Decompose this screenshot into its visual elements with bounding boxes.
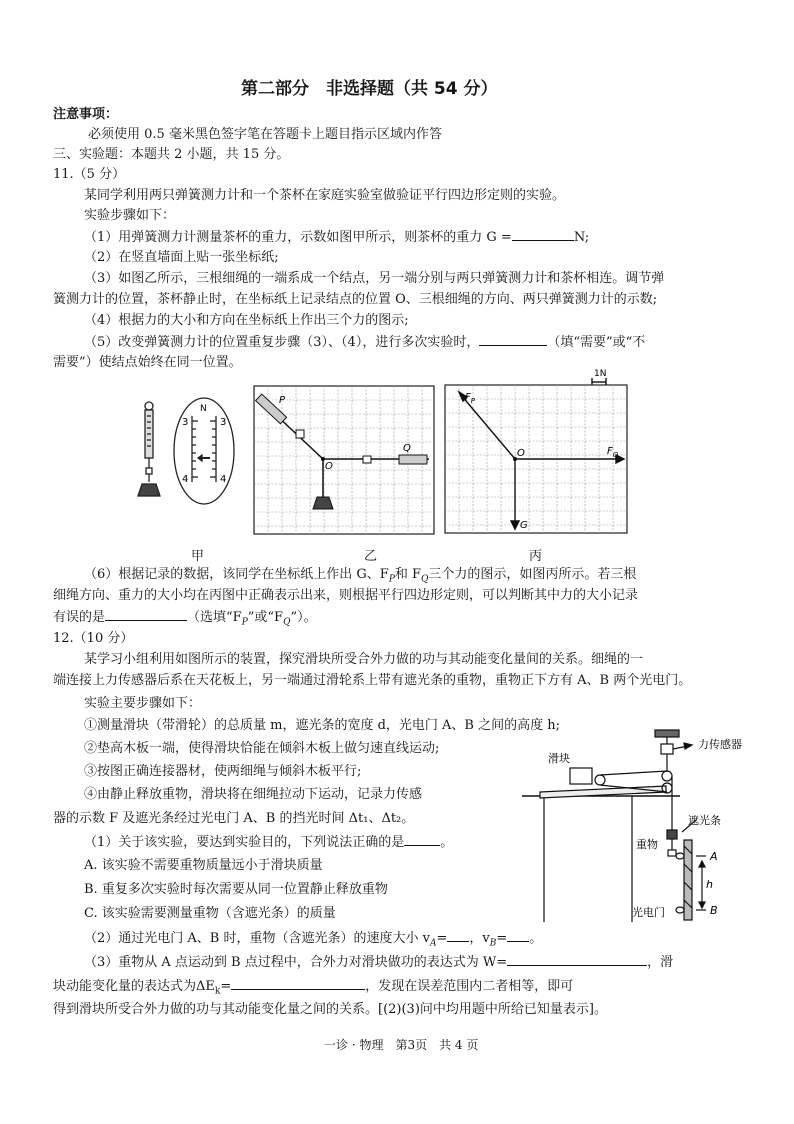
label-q: Q bbox=[403, 443, 411, 454]
q11-step1: （1）用弹簧测力计测量茶杯的重力，示数如图甲所示，则茶杯的重力 G = N; bbox=[84, 230, 590, 245]
label-sensor: 力传感器 bbox=[698, 738, 742, 751]
q12-step4-line2: 器的示数 F 及遮光条经过光电门 A、B 的挡光时间 Δt₁、Δt₂。 bbox=[53, 811, 415, 826]
label-fp: $F_P$ bbox=[465, 392, 475, 405]
label-a: A bbox=[710, 850, 718, 863]
scale-n-label: N bbox=[200, 404, 207, 414]
notice-heading: 注意事项： bbox=[53, 107, 119, 122]
scale-3-right: 3 bbox=[220, 417, 227, 428]
q12-question3-line3: 得到滑块所受合外力做的功与其动能变化量之间的关系。[(2)(3)问中均用题中所给已知量表示]。 bbox=[53, 1002, 607, 1017]
q12-option-c: C. 该实验需要测量重物（含遮光条）的质量 bbox=[84, 906, 336, 921]
label-block: 滑块 bbox=[548, 752, 570, 765]
answer-blank bbox=[404, 833, 440, 846]
q12-step4-line1: ④由静止释放重物，滑块将在细绳拉动下运动，记录力传感 bbox=[84, 787, 423, 802]
answer-blank bbox=[231, 977, 365, 990]
scale-1n: 1N bbox=[594, 369, 607, 379]
notice-text: 必须使用 0.5 毫米黑色签字笔在答题卡上题目指示区域内作答 bbox=[88, 127, 442, 142]
figure-apparatus bbox=[520, 728, 782, 926]
scale-4-left: 4 bbox=[182, 474, 189, 485]
answer-blank bbox=[479, 333, 547, 346]
page-footer: 一诊 · 物理 第3页 共 4 页 bbox=[324, 1038, 479, 1052]
q11-intro: 某同学利用两只弹簧测力计和一个茶杯在家庭实验室做验证平行四边形定则的实验。 bbox=[84, 188, 566, 203]
q11-steps-heading: 实验步骤如下： bbox=[84, 208, 176, 223]
q12-question2: （2）通过光电门 A、B 时，重物（含遮光条）的速度大小 $v_A=$ ，$v_B=$ 。 bbox=[84, 931, 543, 949]
q12-intro-line1: 某学习小组利用如图所示的装置，探究滑块所受合外力做的功与其动能变化量间的关系。细绳的一 bbox=[84, 652, 644, 667]
section-heading: 三、实验题：本题共 2 小题，共 15 分。 bbox=[53, 147, 290, 162]
label-weight: 重物 bbox=[636, 838, 658, 851]
label-g: G bbox=[520, 520, 528, 531]
q11-step5-line2: 需要”）使结点始终在同一位置。 bbox=[53, 355, 242, 370]
q11-step4: （4）根据力的大小和方向在坐标纸上作出三个力的图示; bbox=[84, 313, 409, 328]
caption-jia: 甲 bbox=[191, 549, 205, 564]
figure-yi bbox=[253, 385, 435, 535]
answer-blank bbox=[447, 929, 469, 942]
label-o: O bbox=[517, 448, 525, 459]
label-fq: $F_Q$ bbox=[607, 446, 619, 459]
answer-blank bbox=[512, 228, 574, 241]
q12-option-a: A. 该实验不需要重物质量远小于滑块质量 bbox=[84, 858, 323, 873]
answer-blank bbox=[507, 953, 647, 966]
label-gate: 光电门 bbox=[632, 906, 665, 919]
section-title: 第二部分 非选择题（共 54 分） bbox=[241, 79, 498, 99]
q12-option-b: B. 重复多次实验时每次需要从同一位置静止释放重物 bbox=[84, 882, 388, 897]
q12-question1: （1）关于该实验，要达到实验目的，下列说法正确的是 。 bbox=[84, 835, 454, 850]
answer-blank bbox=[507, 929, 529, 942]
q12-steps-heading: 实验主要步骤如下： bbox=[84, 696, 202, 711]
q11-step6-line3: 有误的是 （选填“$F_P$”或“$F_Q$”）。 bbox=[53, 610, 317, 628]
q11-step5-line1: （5）改变弹簧测力计的位置重复步骤（3）、（4），进行多次实验时， （填“需要”或“不 bbox=[84, 335, 646, 350]
q11-number: 11.（5 分） bbox=[53, 167, 126, 182]
answer-blank bbox=[105, 608, 187, 621]
label-b: B bbox=[710, 904, 718, 917]
q11-step2: （2）在竖直墙面上贴一张坐标纸; bbox=[84, 250, 279, 265]
figure-bing bbox=[444, 368, 636, 535]
q11-step3-line2: 簧测力计的位置，茶杯静止时，在坐标纸上记录结点的位置 O、三根细绳的方向、两只弹簧测力计的示数; bbox=[53, 292, 658, 307]
q11-step6-line2: 细绳方向、重力的大小均在丙图中正确表示出来，则根据平行四边形定则，可以判断其中力的大小记录 bbox=[53, 588, 639, 603]
q12-number: 12.（10 分） bbox=[53, 631, 134, 646]
label-h: h bbox=[706, 878, 713, 891]
label-o: O bbox=[325, 461, 333, 472]
q12-step1: ①测量滑块（带滑轮）的总质量 m，遮光条的宽度 d，光电门 A、B 之间的高度 h; bbox=[84, 718, 561, 733]
label-p: P bbox=[279, 395, 286, 406]
scale-3-left: 3 bbox=[182, 417, 189, 428]
scale-4-right: 4 bbox=[220, 474, 227, 485]
q12-question3-line1: （3）重物从 A 点运动到 B 点过程中，合外力对滑块做功的表达式为 W= ，滑 bbox=[84, 955, 674, 970]
q12-intro-line2: 端连接上力传感器后系在天花板上，另一端通过滑轮系上带有遮光条的重物，重物正下方有 A、B 两个光电门。 bbox=[53, 673, 692, 688]
label-strip: 遮光条 bbox=[688, 814, 721, 827]
q12-question3-line2: 块动能变化量的表达式为$\Delta E_k=$ ，发现在误差范围内二者相等，即可 bbox=[53, 979, 574, 997]
caption-yi: 乙 bbox=[364, 549, 378, 564]
q11-step3-line1: （3）如图乙所示，三根细绳的一端系成一个结点，另一端分别与两只弹簧测力计和茶杯相连。调节弹 bbox=[84, 271, 665, 286]
caption-bing: 丙 bbox=[529, 549, 543, 564]
q11-step6-line1: （6）根据记录的数据，该同学在坐标纸上作出 G、$F_P$和 $F_Q$三个力的图示，如图丙所示。若三根 bbox=[84, 567, 637, 585]
q12-step3: ③按图正确连接器材，使两细绳与倾斜木板平行; bbox=[84, 764, 362, 779]
q12-step2: ②垫高木板一端，使得滑块恰能在倾斜木板上做匀速直线运动; bbox=[84, 741, 440, 756]
figure-jia bbox=[128, 396, 240, 516]
